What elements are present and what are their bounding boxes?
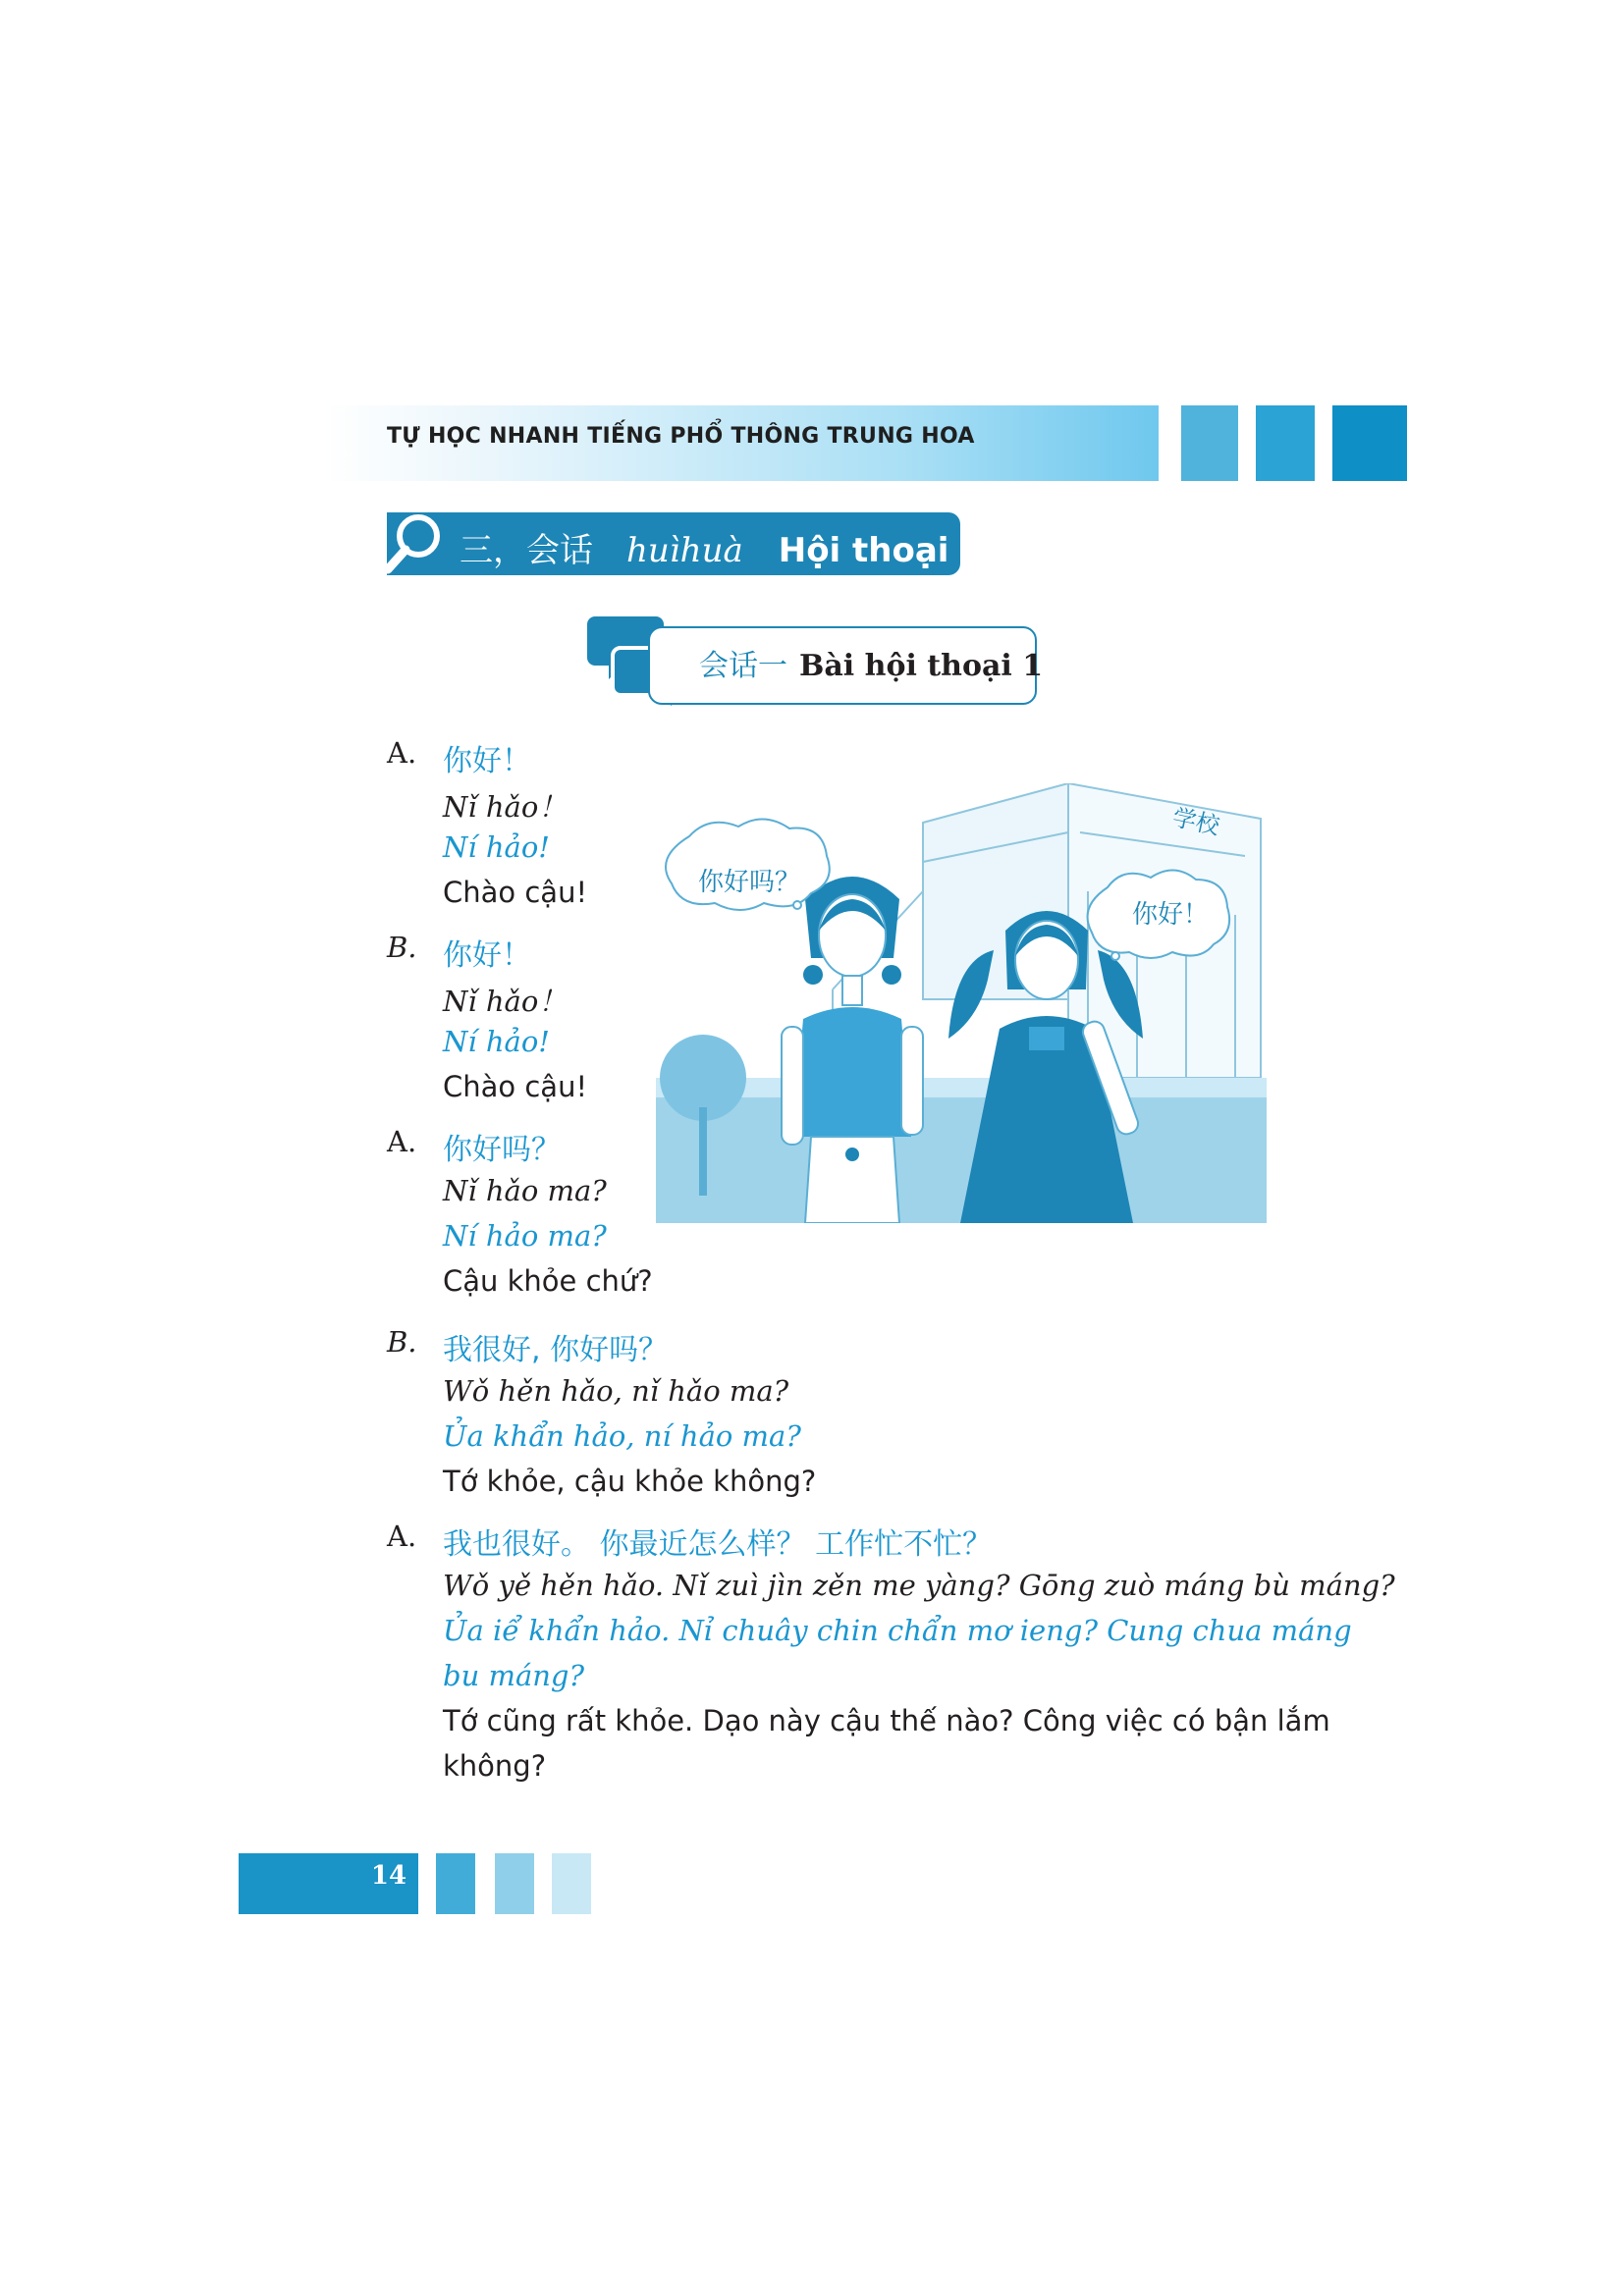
phonetic-line: Ní hảo ma? [443, 1219, 607, 1253]
pinyin-line: Nǐ hǎo！ [443, 790, 568, 824]
vietnamese-line: Cậu khỏe chứ? [443, 1264, 653, 1298]
speaker-label: A. [387, 1125, 417, 1158]
section-heading-pinyin: huìhuà [626, 531, 743, 570]
pinyin-line: Wǒ yě hěn hǎo. Nǐ zuì jìn zěn me yàng? Gōng zuò máng bù máng? [443, 1569, 1395, 1602]
chinese-line: 你好吗？ [443, 1133, 561, 1167]
speaker-label: B. [387, 1325, 417, 1359]
header-title: TỰ HỌC NHANH TIẾNG PHỔ THÔNG TRUNG HOA [387, 424, 975, 449]
pinyin-line: Nǐ hǎo ma? [443, 1174, 607, 1207]
chinese-line: 你好！ [443, 744, 531, 778]
header-square-1 [1181, 405, 1238, 481]
phonetic-line-2: bu máng? [443, 1659, 585, 1692]
vietnamese-line: Chào cậu! [443, 1070, 588, 1103]
section-banner [387, 512, 960, 575]
footer-square-2 [495, 1853, 534, 1914]
phonetic-line: Ủa khẩn hảo, ní hảo ma? [443, 1419, 801, 1453]
section-heading-vn: Hội thoại [778, 531, 949, 570]
subsection-heading-vn: Bài hội thoại 1 [799, 649, 1044, 683]
chinese-line: 我也很好。 你最近怎么样？ 工作忙不忙？ [443, 1527, 993, 1562]
pinyin-line: Wǒ hěn hǎo, nǐ hǎo ma? [443, 1374, 789, 1408]
speech-bubble-left-text: 你好吗？ [698, 868, 801, 897]
vietnamese-line-1: Tớ cũng rất khỏe. Dạo này cậu thế nào? Công việc có bận lắm [443, 1704, 1330, 1737]
page-number: 14 [370, 1861, 407, 1891]
header-square-3 [1332, 405, 1407, 481]
vietnamese-line: Tớ khỏe, cậu khỏe không? [443, 1465, 817, 1498]
speech-bubble-right-text: 你好！ [1132, 900, 1210, 930]
phonetic-line: Ní hảo! [443, 830, 550, 864]
header-square-2 [1256, 405, 1315, 481]
vietnamese-line-2: không? [443, 1749, 547, 1783]
phonetic-line: Ní hảo! [443, 1025, 550, 1058]
chinese-line: 你好！ [443, 938, 531, 973]
subsection-heading [699, 641, 1043, 684]
vietnamese-line: Chào cậu! [443, 876, 588, 909]
speaker-label: A. [387, 736, 417, 770]
phonetic-line-1: Ủa iể khẩn hảo. Nỉ chuây chin chẩn mơ ieng? Cung chua máng [443, 1614, 1352, 1647]
speaker-label: A. [387, 1520, 417, 1553]
chinese-line: 我很好, 你好吗？ [443, 1333, 669, 1367]
section-heading [460, 523, 948, 571]
school-sign: 学校 [1169, 803, 1222, 840]
footer-square-3 [552, 1853, 591, 1914]
magnifier-icon [381, 508, 444, 579]
section-heading-cn: 三，会话 [460, 531, 593, 570]
footer-square-1 [436, 1853, 475, 1914]
subsection-heading-cn: 会话一 [699, 649, 787, 683]
speaker-label: B. [387, 931, 417, 964]
pinyin-line: Nǐ hǎo！ [443, 985, 568, 1018]
